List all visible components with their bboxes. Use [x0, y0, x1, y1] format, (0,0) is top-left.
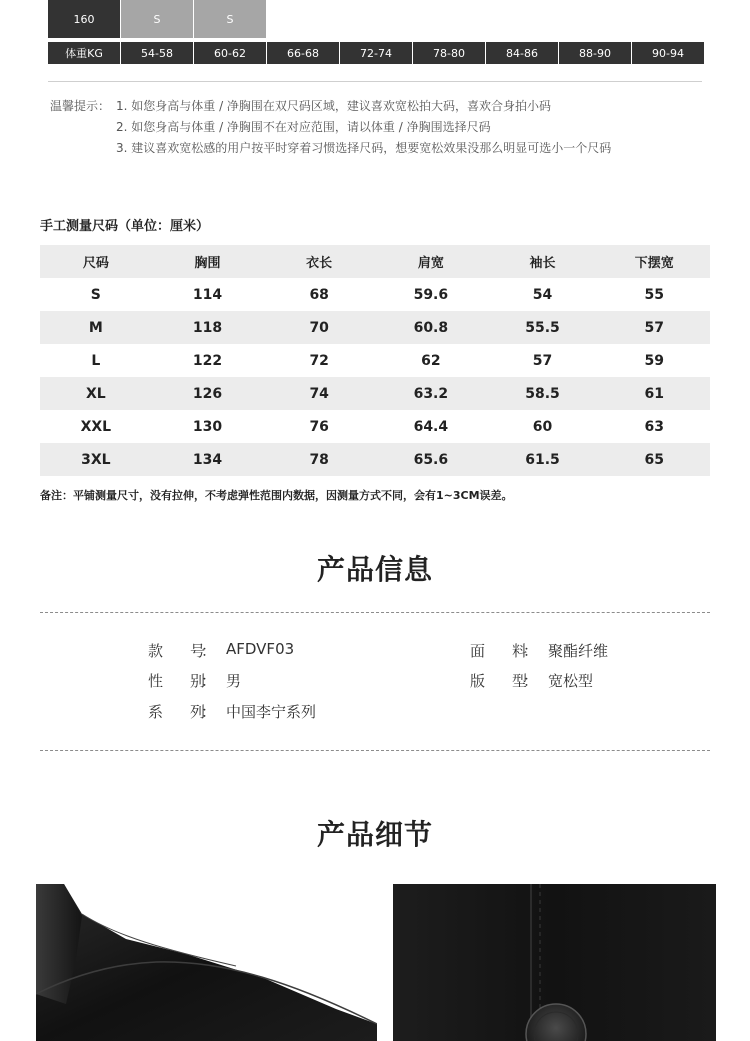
- size-chart-row-weight: [48, 42, 705, 64]
- table-cell: 130: [192, 418, 223, 435]
- detail-photo-button: [393, 884, 716, 1041]
- info-item-gender: [148, 670, 241, 691]
- size-tips: [50, 96, 611, 159]
- table-cell: 114: [192, 286, 223, 303]
- divider: [48, 81, 702, 82]
- size-chart-cell: 78-80: [413, 42, 485, 64]
- size-chart-cell: 66-68: [267, 42, 339, 64]
- table-cell: XXL: [80, 418, 112, 435]
- detail-photo-collar: [36, 884, 377, 1041]
- table-row: [40, 377, 710, 410]
- info-item-fit: [470, 670, 593, 691]
- button-illustration: [393, 884, 716, 1041]
- size-chart-cell: 88-90: [559, 42, 631, 64]
- measure-table: [40, 245, 710, 476]
- info-separator: ：: [200, 672, 216, 690]
- table-cell: 68: [309, 286, 329, 303]
- table-cell: 126: [192, 385, 223, 402]
- info-label-char: 型：: [511, 672, 538, 690]
- size-chart-cell: 60-62: [194, 42, 266, 64]
- info-label-char: 列：: [189, 703, 216, 721]
- info-label-char: 性: [148, 672, 164, 690]
- info-label-char: 号：: [189, 642, 216, 660]
- product-detail-heading: 产品细节: [316, 818, 433, 851]
- table-cell: 78: [309, 451, 329, 468]
- tip-item: 1. 如您身高与体重 / 净胸围在双尺码区域，建议喜欢宽松拍大码，喜欢合身拍小码: [116, 99, 551, 113]
- size-chart-cell: 90-94: [632, 42, 704, 64]
- size-chart-cell: 84-86: [486, 42, 558, 64]
- table-cell: 57: [532, 352, 553, 369]
- tip-item: 3. 建议喜欢宽松感的用户按平时穿着习惯选择尺码，想要宽松效果没那么明显可选小一个尺码: [116, 141, 612, 155]
- collar-illustration: [36, 884, 377, 1041]
- info-label-char: 面: [470, 642, 486, 660]
- info-label-char: 版: [470, 672, 486, 690]
- table-cell: 62: [421, 352, 441, 369]
- info-item-material: [470, 640, 608, 661]
- table-row: [40, 311, 710, 344]
- info-separator: ：: [200, 703, 216, 721]
- table-cell: M: [88, 319, 103, 336]
- tip-item: 2. 如您身高与体重 / 净胸围不在对应范围，请以体重 / 净胸围选择尺码: [116, 120, 491, 134]
- table-cell: 70: [309, 319, 329, 336]
- info-value: 男: [226, 672, 242, 690]
- table-header-cell: 胸围: [194, 256, 221, 271]
- measure-table-title: 手工测量尺码（单位：厘米）: [40, 219, 210, 234]
- table-row: [40, 410, 710, 443]
- table-cell: 63.2: [413, 385, 449, 402]
- tips-label: 温馨提示：: [50, 99, 111, 113]
- size-chart-cell: S: [194, 0, 266, 38]
- measure-remark: 备注：平铺测量尺寸，没有拉伸，不考虑弹性范围内数据，因测量方式不同，会有1~3CM误差。: [40, 489, 513, 502]
- table-header-cell: 肩宽: [417, 256, 444, 271]
- table-cell: 60: [532, 418, 553, 435]
- table-cell: 63: [644, 418, 664, 435]
- table-cell: 60.8: [413, 319, 449, 336]
- table-cell: L: [91, 352, 101, 369]
- info-separator: ：: [200, 642, 216, 660]
- table-cell: 76: [309, 418, 329, 435]
- size-chart-row-height: [48, 0, 267, 38]
- table-cell: S: [90, 286, 101, 303]
- info-value: 宽松型: [548, 672, 594, 690]
- table-cell: XL: [85, 385, 106, 402]
- table-cell: 61: [644, 385, 664, 402]
- table-cell: 54: [532, 286, 553, 303]
- info-value: AFDVF03: [226, 640, 295, 658]
- table-cell: 58.5: [525, 385, 560, 402]
- info-value: 中国李宁系列: [226, 703, 317, 721]
- table-cell: 74: [309, 385, 329, 402]
- table-cell: 3XL: [81, 451, 111, 468]
- size-chart-cell: S: [121, 0, 193, 38]
- table-cell: 59: [644, 352, 664, 369]
- info-label-char: 款: [148, 642, 164, 660]
- table-cell: 61.5: [525, 451, 560, 468]
- dotted-divider: [40, 612, 710, 613]
- table-row: [40, 278, 710, 311]
- table-cell: 65: [644, 451, 664, 468]
- product-info-heading: 产品信息: [316, 553, 433, 586]
- info-separator: ：: [522, 672, 538, 690]
- size-chart-cell: 72-74: [340, 42, 412, 64]
- table-header-cell: 衣长: [306, 256, 333, 271]
- table-header-cell: 尺码: [82, 256, 109, 271]
- info-item-series: [148, 701, 316, 722]
- info-label-char: 料：: [511, 642, 538, 660]
- table-row: [40, 443, 710, 476]
- info-label-char: 系: [148, 703, 164, 721]
- info-value: 聚酯纤维: [548, 642, 609, 660]
- table-cell: 55: [644, 286, 664, 303]
- table-cell: 65.6: [413, 451, 449, 468]
- size-chart-cell: 54-58: [121, 42, 193, 64]
- table-cell: 72: [309, 352, 329, 369]
- table-cell: 134: [192, 451, 223, 468]
- table-row: [40, 344, 710, 377]
- table-header-row: [40, 245, 710, 278]
- table-header-cell: 袖长: [529, 256, 556, 271]
- table-cell: 118: [192, 319, 223, 336]
- size-chart-cell: 160: [48, 0, 120, 38]
- table-header-cell: 下摆宽: [634, 256, 674, 271]
- info-item-model: [148, 640, 294, 661]
- size-chart-header-cell: 体重KG: [48, 42, 120, 64]
- table-cell: 122: [192, 352, 223, 369]
- table-cell: 57: [644, 319, 664, 336]
- table-cell: 55.5: [525, 319, 560, 336]
- table-cell: 59.6: [413, 286, 449, 303]
- info-label-char: 别：: [189, 672, 216, 690]
- dotted-divider: [40, 750, 710, 751]
- table-cell: 64.4: [413, 418, 449, 435]
- info-separator: ：: [522, 642, 538, 660]
